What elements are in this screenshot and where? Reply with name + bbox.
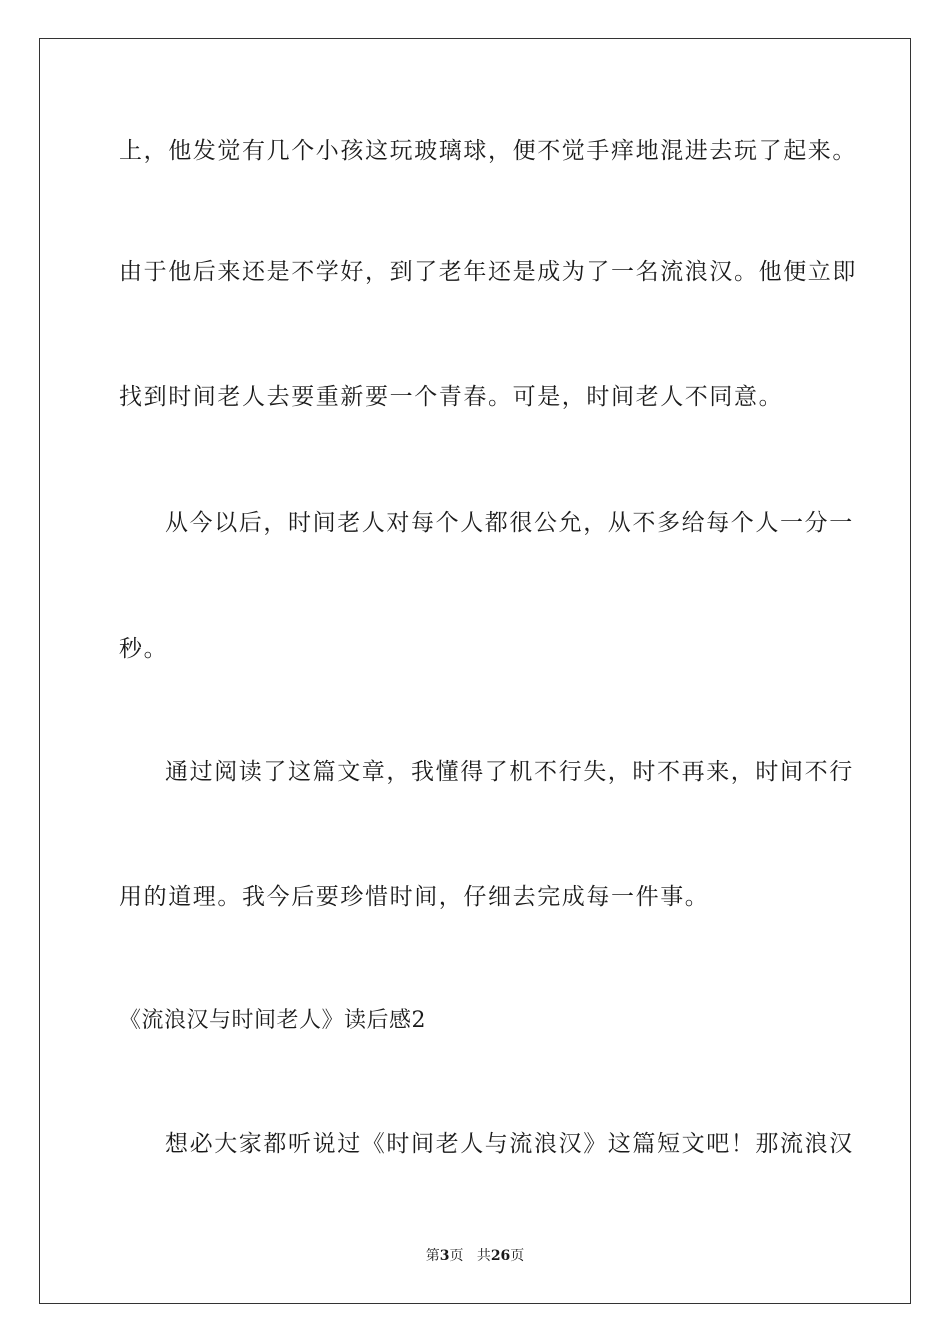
total-suffix: 页 (510, 1248, 525, 1264)
total-prefix: 共 (476, 1248, 491, 1264)
body-line-5: 秒。 (119, 636, 169, 662)
section-heading: 《流浪汉与时间老人》读后感2 (119, 1008, 426, 1033)
body-line-2: 由于他后来还是不学好，到了老年还是成为了一名流浪汉。他便立即 (119, 259, 857, 285)
body-line-4: 从今以后，时间老人对每个人都很公允，从不多给每个人一分一 (165, 510, 854, 536)
body-line-6: 通过阅读了这篇文章，我懂得了机不行失，时不再来，时间不行 (165, 759, 854, 785)
body-line-8: 想必大家都听说过《时间老人与流浪汉》这篇短文吧！那流浪汉 (165, 1131, 854, 1157)
body-line-1: 上，他发觉有几个小孩这玩玻璃球，便不觉手痒地混进去玩了起来。 (119, 138, 857, 164)
page-border (39, 38, 911, 1304)
page-footer (0, 1246, 950, 1266)
page-suffix: 页 (449, 1248, 464, 1264)
body-line-3: 找到时间老人去要重新要一个青春。可是，时间老人不同意。 (119, 384, 784, 410)
body-line-7: 用的道理。我今后要珍惜时间，仔细去完成每一件事。 (119, 884, 710, 910)
total-pages: 26 (490, 1248, 511, 1264)
page-number: 3 (439, 1248, 450, 1264)
page-prefix: 第 (425, 1248, 440, 1264)
